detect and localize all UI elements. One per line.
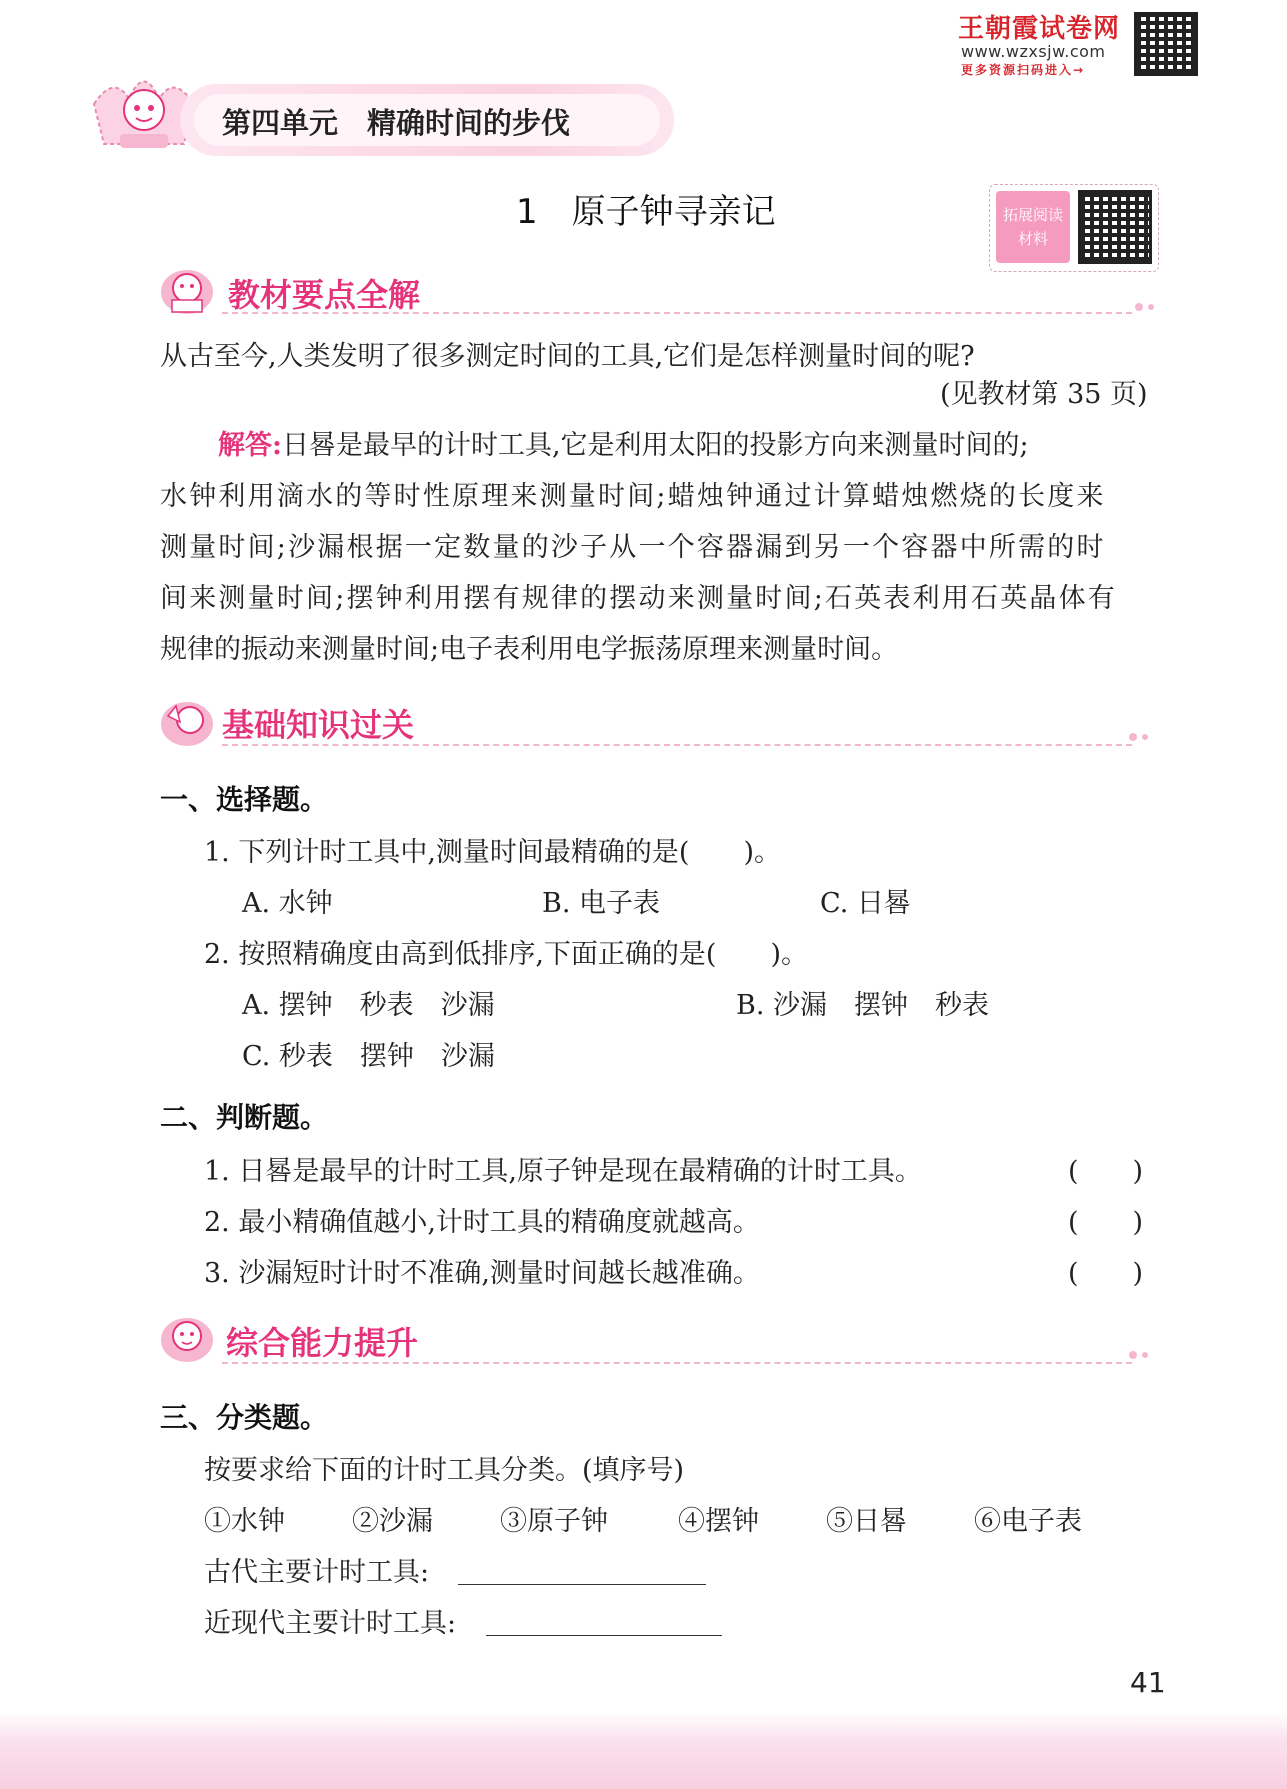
dots-decoration-icon xyxy=(1128,1350,1152,1360)
expand-reading-line1: 拓展阅读 xyxy=(1002,206,1063,224)
mc-question-2: 2. 按照精确度由高到低排序,下面正确的是( )。 xyxy=(204,939,808,970)
hand-mascot-icon xyxy=(158,696,216,748)
ancient-tools-label: 古代主要计时工具: xyxy=(204,1557,430,1588)
answer-label: 解答: xyxy=(218,430,282,461)
key-question: 从古至今,人类发明了很多测定时间的工具,它们是怎样测量时间的呢? xyxy=(160,341,975,372)
mc-q2-option-c[interactable]: C. 秒表 摆钟 沙漏 xyxy=(242,1041,495,1072)
mc-q2-option-a[interactable]: A. 摆钟 秒表 沙漏 xyxy=(242,990,495,1021)
answer-text-1: 日晷是最早的计时工具,它是利用太阳的投影方向来测量时间的; xyxy=(281,430,1029,461)
section-title-key-points: 教材要点全解 xyxy=(228,276,421,314)
qr-code-icon[interactable] xyxy=(1134,12,1198,76)
section-title-basic-knowledge: 基础知识过关 xyxy=(222,706,415,744)
option-pendulum-clock: ④摆钟 xyxy=(678,1506,759,1537)
answer-line-4: 间来测量时间;摆钟利用摆有规律的摆动来测量时间;石英表利用石英晶体有 xyxy=(160,583,1117,614)
tf-answer-box-1[interactable]: ( ) xyxy=(1068,1156,1144,1187)
tf-statement-2: 2. 最小精确值越小,计时工具的精确度就越高。 xyxy=(204,1207,760,1238)
book-mascot-icon xyxy=(158,264,216,316)
option-atomic-clock: ③原子钟 xyxy=(500,1506,608,1537)
part3-heading: 三、分类题。 xyxy=(160,1401,329,1434)
option-sundial: ⑤日晷 xyxy=(826,1506,907,1537)
expand-reading-line2: 材料 xyxy=(1017,230,1048,248)
option-water-clock: ①水钟 xyxy=(204,1506,285,1537)
part2-heading: 二、判断题。 xyxy=(160,1101,329,1134)
option-hourglass: ②沙漏 xyxy=(352,1506,433,1537)
tf-answer-box-3[interactable]: ( ) xyxy=(1068,1258,1144,1289)
brand-url: www.wzxsjw.com xyxy=(961,42,1106,61)
brand-tip: 更多资源扫码进入→ xyxy=(961,63,1086,77)
section-divider xyxy=(222,1362,1132,1364)
tf-statement-3: 3. 沙漏短时计时不准确,测量时间越长越准确。 xyxy=(204,1258,760,1289)
lesson-title: 1 原子钟寻亲记 xyxy=(516,192,776,232)
mc-q1-option-b[interactable]: B. 电子表 xyxy=(542,888,661,919)
tf-answer-box-2[interactable]: ( ) xyxy=(1068,1207,1144,1238)
page-number: 41 xyxy=(1130,1666,1166,1699)
section-divider xyxy=(222,312,1132,314)
answer-line-3: 测量时间;沙漏根据一定数量的沙子从一个容器漏到另一个容器中所需的时 xyxy=(160,532,1106,563)
mc-question-1: 1. 下列计时工具中,测量时间最精确的是( )。 xyxy=(204,837,781,868)
mc-q1-option-a[interactable]: A. 水钟 xyxy=(242,888,333,919)
expand-reading-tag[interactable] xyxy=(996,191,1070,263)
trophy-mascot-icon xyxy=(158,1312,216,1364)
part1-heading: 一、选择题。 xyxy=(160,783,329,816)
qr-code-expand-icon[interactable] xyxy=(1078,190,1152,264)
answer-line-5: 规律的振动来测量时间;电子表利用电学振荡原理来测量时间。 xyxy=(160,634,899,665)
footer-band xyxy=(0,1712,1287,1789)
answer-line-2: 水钟利用滴水的等时性原理来测量时间;蜡烛钟通过计算蜡烛燃烧的长度来 xyxy=(160,481,1106,512)
answer-line-1 xyxy=(218,420,1029,471)
unit-title: 第四单元 精确时间的步伐 xyxy=(222,106,571,140)
brand-name: 王朝霞试卷网 xyxy=(958,14,1121,44)
option-electronic-watch: ⑥电子表 xyxy=(974,1506,1082,1537)
section-divider xyxy=(222,744,1132,746)
mc-q1-option-c[interactable]: C. 日晷 xyxy=(820,888,911,919)
classification-instruction: 按要求给下面的计时工具分类。(填序号) xyxy=(204,1455,685,1486)
modern-tools-blank[interactable] xyxy=(486,1635,722,1636)
ancient-tools-blank[interactable] xyxy=(458,1584,706,1585)
tf-statement-1: 1. 日晷是最早的计时工具,原子钟是现在最精确的计时工具。 xyxy=(204,1156,922,1187)
mc-q2-option-b[interactable]: B. 沙漏 摆钟 秒表 xyxy=(736,990,990,1021)
modern-tools-label: 近现代主要计时工具: xyxy=(204,1608,457,1639)
textbook-reference: (见教材第 35 页) xyxy=(940,379,1148,410)
dots-decoration-icon xyxy=(1134,302,1158,312)
dots-decoration-icon xyxy=(1128,732,1152,742)
section-title-ability: 综合能力提升 xyxy=(226,1324,419,1362)
